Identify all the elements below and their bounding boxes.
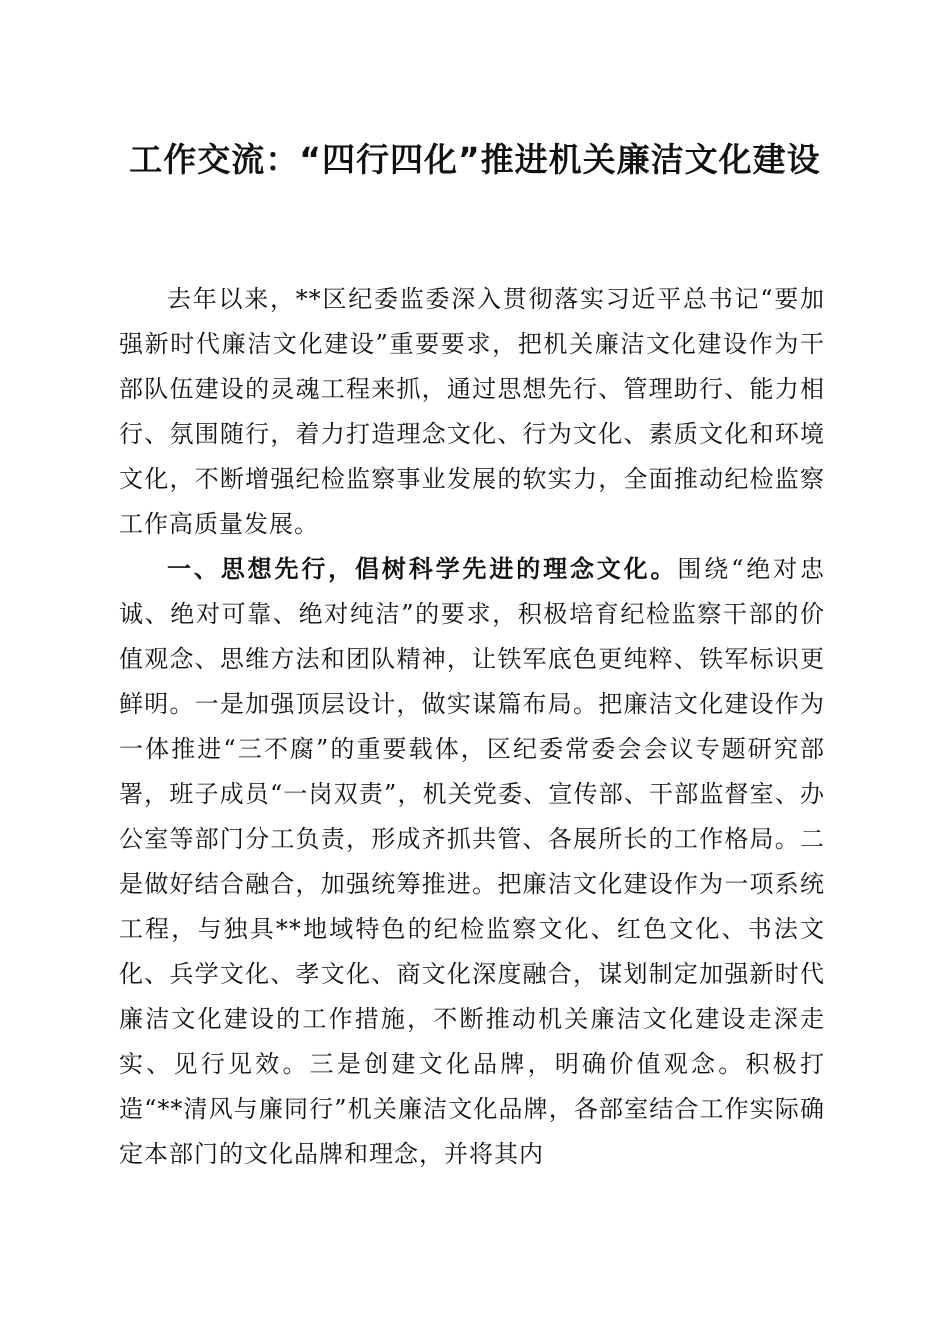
paragraph-text: 去年以来，**区纪委监委深入贯彻落实习近平总书记“要加强新时代廉洁文化建设”重要要求，把机关廉洁文化建设作为干部队伍建设的灵魂工程来抓，通过思想先行、管理助行、能力相行、氛围随行，着力打造理念文化、行为文化、素质文化和环境文化，不断增强纪检监察事业发展的软实力，全面推动纪检监察工作高质量发展。 [119,285,825,538]
paragraph-text: 围绕“绝对忠诚、绝对可靠、绝对纯洁”的要求，积极培育纪检监察干部的价值观念、思维方法和团队精神，让铁军底色更纯粹、铁军标识更鲜明。一是加强顶层设计，做实谋篇布局。把廉洁文化建设作为一体推进“三不腐”的重要载体，区纪委常委会会议专题研究部署，班子成员“一岗双责”，机关党委、宣传部、干部监督室、办公室等部门分工负责，形成齐抓共管、各展所长的工作格局。二是做好结合融合，加强统筹推进。把廉洁文化建设作为一项系统工程，与独具**地域特色的纪检监察文化、红色文化、书法文化、兵学文化、孝文化、商文化深度融合，谋划制定加强新时代廉洁文化建设的工作措施，不断推动机关廉洁文化建设走深走实、见行见效。三是创建文化品牌，明确价值观念。积极打造“**清风与廉同行”机关廉洁文化品牌，各部室结合工作实际确定本部门的文化品牌和理念，并将其内 [119,555,825,1168]
document-body [119,277,825,1177]
document-title: 工作交流：“四行四化”推进机关廉洁文化建设 [129,140,821,179]
section-heading: 一、思想先行，倡树科学先进的理念文化。 [167,555,678,583]
paragraph-intro [119,277,825,547]
paragraph-section-one [119,547,825,1177]
